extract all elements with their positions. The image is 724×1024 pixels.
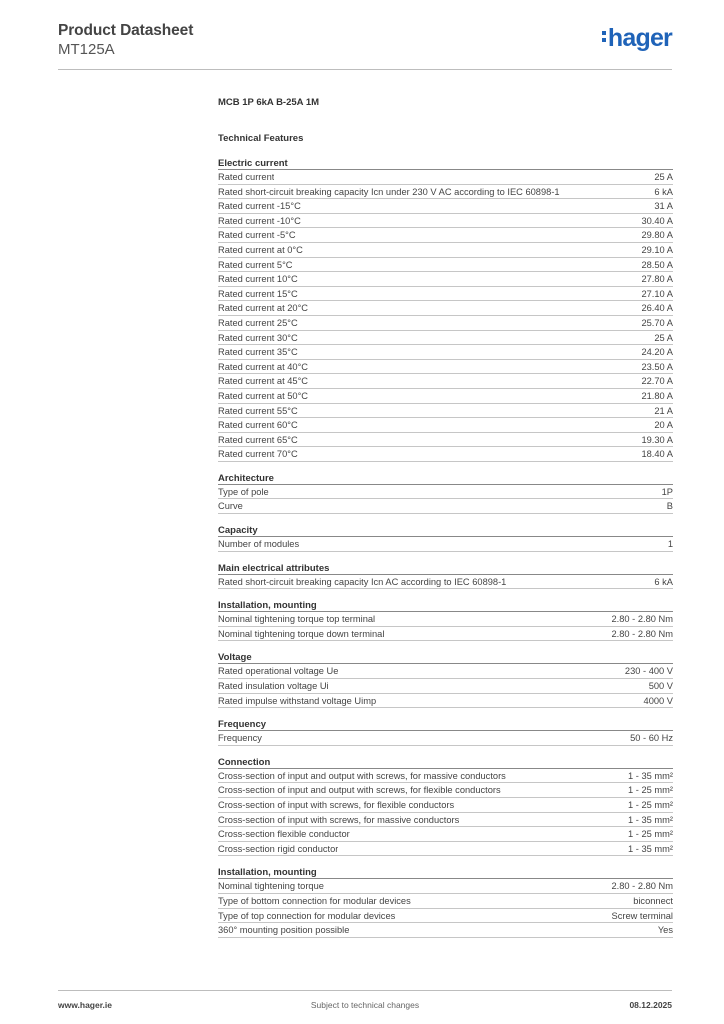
spec-row — [218, 404, 673, 419]
technical-features-heading: Technical Features — [218, 133, 304, 144]
spec-label: Rated impulse withstand voltage Uimp — [218, 695, 377, 706]
spec-value: 230 - 400 V — [624, 666, 673, 677]
footer-date: 08.12.2025 — [629, 1000, 672, 1010]
section-title: Capacity — [218, 524, 673, 537]
spec-value: 25.70 A — [641, 317, 673, 328]
spec-label: Rated current at 20°C — [218, 303, 309, 314]
spec-row — [218, 575, 673, 590]
spec-label: Type of bottom connection for modular devices — [218, 895, 411, 906]
spec-section — [218, 651, 673, 708]
spec-value: 500 V — [648, 681, 673, 692]
spec-row — [218, 243, 673, 258]
spec-sections — [218, 157, 673, 938]
spec-label: Nominal tightening torque down terminal — [218, 628, 385, 639]
datasheet-content — [218, 97, 673, 948]
spec-row — [218, 842, 673, 857]
spec-row — [218, 301, 673, 316]
spec-value: 1 - 25 mm² — [628, 785, 673, 796]
spec-label: Rated current -15°C — [218, 201, 301, 212]
spec-row — [218, 894, 673, 909]
section-title: Installation, mounting — [218, 599, 673, 612]
spec-row — [218, 813, 673, 828]
spec-value: 29.80 A — [641, 230, 673, 241]
section-title: Voltage — [218, 651, 673, 664]
spec-value: 1 - 35 mm² — [628, 814, 673, 825]
spec-row — [218, 731, 673, 746]
spec-label: Cross-section of input and output with screws, for flexible conductors — [218, 785, 501, 796]
spec-row — [218, 374, 673, 389]
spec-section — [218, 562, 673, 590]
spec-row — [218, 418, 673, 433]
spec-label: Type of pole — [218, 486, 269, 497]
spec-value: biconnect — [633, 895, 673, 906]
spec-label: Cross-section rigid conductor — [218, 843, 339, 854]
document-subtitle: MT125A — [58, 41, 115, 58]
spec-row — [218, 679, 673, 694]
spec-label: Rated current at 50°C — [218, 390, 309, 401]
spec-label: Rated current at 45°C — [218, 376, 309, 387]
spec-row — [218, 537, 673, 552]
spec-label: Rated current at 0°C — [218, 244, 303, 255]
spec-value: 19.30 A — [641, 434, 673, 445]
spec-value: 21 A — [654, 405, 673, 416]
spec-row — [218, 923, 673, 938]
spec-section — [218, 718, 673, 746]
spec-row — [218, 485, 673, 500]
spec-label: Curve — [218, 501, 243, 512]
spec-row — [218, 316, 673, 331]
spec-value: 18.40 A — [641, 449, 673, 460]
spec-row — [218, 199, 673, 214]
spec-value: 1P — [661, 486, 673, 497]
spec-value: 4000 V — [643, 695, 673, 706]
spec-row — [218, 228, 673, 243]
spec-value: 23.50 A — [641, 361, 673, 372]
spec-row — [218, 769, 673, 784]
spec-row — [218, 879, 673, 894]
spec-label: Rated short-circuit breaking capacity Icn AC according to IEC 60898-1 — [218, 576, 507, 587]
spec-label: Rated current 10°C — [218, 274, 298, 285]
spec-value: 21.80 A — [641, 390, 673, 401]
page-header — [58, 22, 672, 70]
footer-notice: Subject to technical changes — [310, 1000, 420, 1010]
section-title: Frequency — [218, 718, 673, 731]
section-title: Installation, mounting — [218, 866, 673, 879]
spec-value: 1 - 25 mm² — [628, 800, 673, 810]
spec-section — [218, 524, 673, 552]
spec-value: 27.10 A — [641, 288, 673, 299]
spec-value: 1 - 35 mm² — [628, 770, 673, 781]
spec-label: Cross-section of input with screws, for flexible conductors — [218, 800, 455, 810]
logo-text: hager — [607, 24, 672, 52]
section-title: Main electrical attributes — [218, 562, 673, 575]
section-title: Connection — [218, 756, 673, 769]
spec-row — [218, 272, 673, 287]
spec-row — [218, 331, 673, 346]
product-name: MCB 1P 6kA B-25A 1M — [218, 97, 320, 108]
spec-label: Rated current 30°C — [218, 332, 298, 343]
spec-value: 26.40 A — [641, 303, 673, 314]
spec-section — [218, 599, 673, 641]
spec-label: Rated current 25°C — [218, 317, 298, 328]
spec-row — [218, 664, 673, 679]
spec-row — [218, 214, 673, 229]
spec-value: 2.80 - 2.80 Nm — [611, 614, 673, 625]
spec-row — [218, 287, 673, 302]
spec-label: Cross-section flexible conductor — [218, 829, 350, 840]
spec-value: 29.10 A — [641, 244, 673, 255]
page-footer — [58, 990, 672, 1016]
spec-label: Rated current 60°C — [218, 420, 298, 431]
spec-value: 6 kA — [654, 186, 673, 197]
spec-row — [218, 499, 673, 514]
spec-value: 22.70 A — [641, 376, 673, 387]
spec-section — [218, 472, 673, 514]
spec-value: Screw terminal — [611, 910, 673, 921]
spec-label: Type of top connection for modular devices — [218, 910, 396, 921]
spec-value: 30.40 A — [641, 215, 673, 226]
spec-label: Number of modules — [218, 539, 300, 550]
spec-value: 1 — [667, 539, 673, 550]
spec-value: 50 - 60 Hz — [630, 733, 673, 744]
spec-label: Cross-section of input and output with screws, for massive conductors — [218, 770, 506, 781]
spec-label: Rated short-circuit breaking capacity Icn under 230 V AC according to IEC 60898-1 — [218, 186, 560, 197]
spec-value: 6 kA — [654, 576, 673, 587]
spec-value: 27.80 A — [641, 274, 673, 285]
document-title: Product Datasheet — [58, 22, 194, 39]
hager-logo — [602, 26, 672, 51]
spec-label: Rated current -10°C — [218, 215, 301, 226]
spec-row — [218, 694, 673, 709]
spec-value: 25 A — [654, 332, 673, 343]
spec-row — [218, 827, 673, 842]
spec-value: 2.80 - 2.80 Nm — [611, 881, 673, 892]
spec-row — [218, 345, 673, 360]
spec-value: B — [666, 501, 673, 512]
spec-value: 20 A — [654, 420, 673, 431]
spec-label: Rated current 65°C — [218, 434, 298, 445]
spec-label: Rated current — [218, 172, 275, 182]
spec-value: 1 - 35 mm² — [628, 843, 673, 854]
section-title: Electric current — [218, 157, 673, 170]
spec-row — [218, 447, 673, 462]
spec-label: Rated current -5°C — [218, 230, 296, 241]
spec-value: Yes — [657, 925, 673, 936]
spec-row — [218, 433, 673, 448]
spec-label: Rated current 35°C — [218, 347, 298, 358]
spec-row — [218, 170, 673, 185]
spec-label: Cross-section of input with screws, for massive conductors — [218, 814, 460, 825]
spec-row — [218, 389, 673, 404]
spec-row — [218, 612, 673, 627]
spec-value: 31 A — [654, 201, 673, 212]
spec-label: Rated current 70°C — [218, 449, 298, 460]
spec-label: Rated current 5°C — [218, 259, 293, 270]
spec-row — [218, 627, 673, 642]
spec-label: Frequency — [218, 733, 262, 744]
spec-row — [218, 185, 673, 200]
spec-section — [218, 157, 673, 462]
spec-row — [218, 783, 673, 798]
section-title: Architecture — [218, 472, 673, 485]
spec-value: 1 - 25 mm² — [628, 829, 673, 840]
spec-value: 24.20 A — [641, 347, 673, 358]
spec-label: Rated current 15°C — [218, 288, 298, 299]
spec-row — [218, 798, 673, 813]
spec-label: Nominal tightening torque — [218, 881, 324, 892]
spec-value: 2.80 - 2.80 Nm — [611, 628, 673, 639]
spec-row — [218, 258, 673, 273]
spec-label: Rated operational voltage Ue — [218, 666, 339, 677]
spec-row — [218, 909, 673, 924]
spec-label: Nominal tightening torque top terminal — [218, 614, 376, 625]
spec-label: Rated current at 40°C — [218, 361, 309, 372]
logo-dots-icon — [602, 28, 606, 45]
spec-value: 25 A — [654, 172, 673, 182]
spec-section — [218, 756, 673, 857]
footer-website[interactable]: www.hager.ie — [58, 1000, 113, 1010]
spec-label: 360° mounting position possible — [218, 925, 350, 936]
spec-row — [218, 360, 673, 375]
spec-label: Rated insulation voltage Ui — [218, 681, 329, 692]
spec-value: 28.50 A — [641, 259, 673, 270]
spec-label: Rated current 55°C — [218, 405, 298, 416]
spec-section — [218, 866, 673, 937]
